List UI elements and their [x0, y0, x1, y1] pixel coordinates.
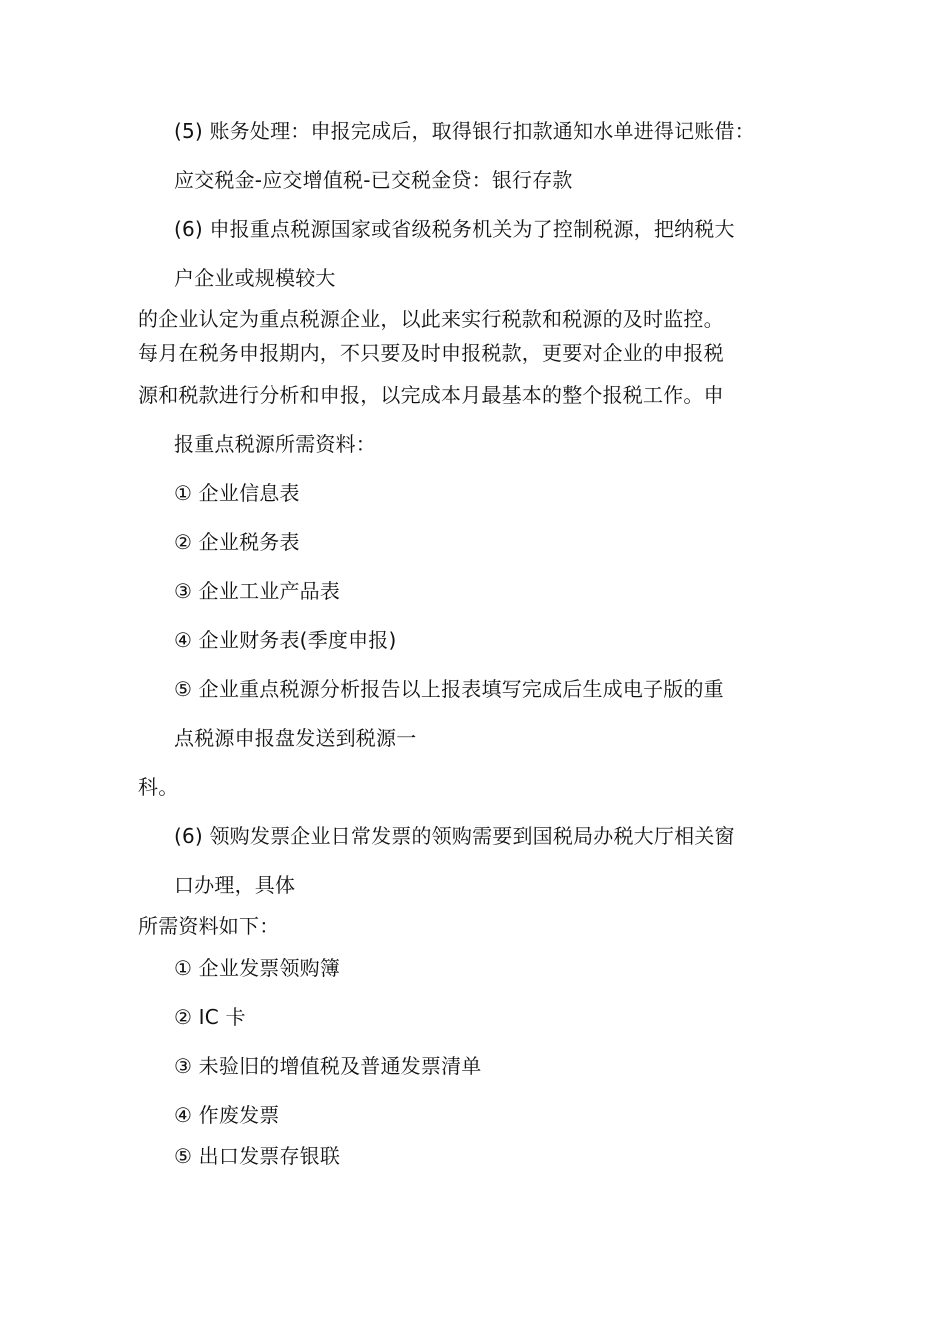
list-item: ④ 作废发票	[174, 1103, 280, 1127]
list-item: ⑤ 企业重点税源分析报告以上报表填写完成后生成电子版的重	[174, 677, 724, 701]
list-item: ⑤ 出口发票存银联	[174, 1144, 341, 1168]
list-item: ③ 企业工业产品表	[174, 579, 341, 603]
paragraph-accounting-cont: 应交税金-应交增值税-已交税金贷：银行存款	[174, 168, 573, 192]
list-item: ① 企业发票领购簿	[174, 956, 341, 980]
list-item: ② IC 卡	[174, 1005, 246, 1029]
paragraph-line: 所需资料如下：	[138, 914, 280, 938]
paragraph-invoice-cont: 口办理，具体	[174, 873, 296, 897]
paragraph-key-tax-source-cont: 户企业或规模较大	[174, 266, 336, 290]
list-item: ① 企业信息表	[174, 481, 300, 505]
list-item: ② 企业税务表	[174, 530, 300, 554]
list-item: ④ 企业财务表(季度申报)	[174, 628, 397, 652]
paragraph-line: 每月在税务申报期内，不只要及时申报税款，更要对企业的申报税	[138, 341, 724, 365]
paragraph-line: 科。	[138, 775, 179, 799]
paragraph-invoice: (6) 领购发票企业日常发票的领购需要到国税局办税大厅相关窗	[174, 824, 735, 848]
paragraph-line: 源和税款进行分析和申报，以完成本月最基本的整个报税工作。申	[138, 383, 724, 407]
list-item-cont: 点税源申报盘发送到税源一	[174, 726, 417, 750]
paragraph-line: 报重点税源所需资料：	[174, 432, 376, 456]
list-item: ③ 未验旧的增值税及普通发票清单	[174, 1054, 482, 1078]
paragraph-accounting: (5) 账务处理：申报完成后，取得银行扣款通知水单进得记账借：	[174, 119, 755, 143]
paragraph-key-tax-source: (6) 申报重点税源国家或省级税务机关为了控制税源，把纳税大	[174, 217, 735, 241]
paragraph-line: 的企业认定为重点税源企业，以此来实行税款和税源的及时监控。	[138, 307, 724, 331]
